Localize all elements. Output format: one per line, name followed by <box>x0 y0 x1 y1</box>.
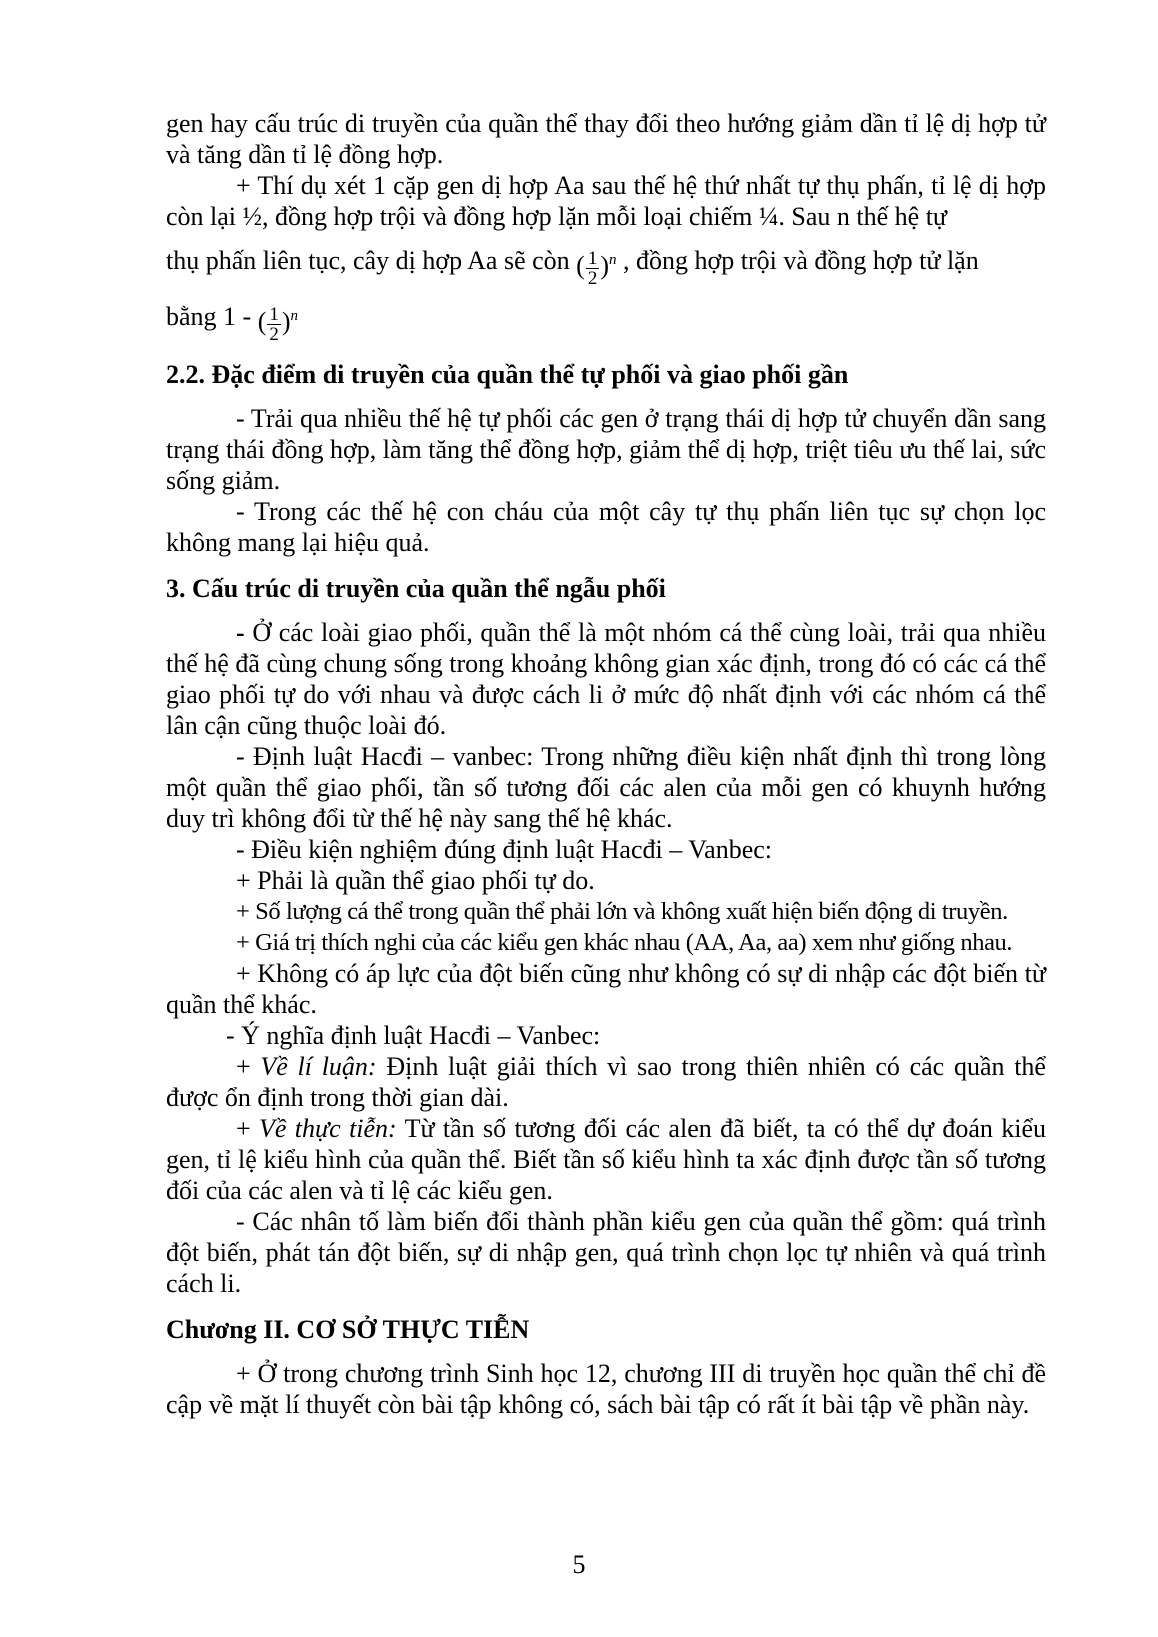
condition-item-2: + Số lượng cá thể trong quần thể phải lớn và không xuất hiện biến động di truyền. <box>236 898 1008 925</box>
section-2-2-paragraph-1: - Trải qua nhiều thế hệ tự phối các gen ở trạng thái dị hợp tử chuyển dần sang trạng thái đồng hợp, làm tăng thể đồng hợp, giảm thể dị hợp, triệt tiêu ưu thế lai, sức sống giảm. <box>166 404 1046 495</box>
example-formula-line-2 <box>166 288 1046 344</box>
page-number: 5 <box>572 1550 586 1579</box>
condition-item-4: + Không có áp lực của đột biến cũng như không có sự di nhập các đột biến từ quần thể khác. <box>166 959 1046 1019</box>
formula-close-paren: ) <box>281 307 291 336</box>
formula-exponent: n <box>290 308 299 324</box>
meaning-heading: - Ý nghĩa định luật Hacđi – Vanbec: <box>226 1021 601 1050</box>
hardy-weinberg-law-paragraph: - Định luật Hacđi – vanbec: Trong những điều kiện nhất định thì trong lòng một quần thể giao phối, tần số tương đối các alen của mỗi gen có khuynh hướng duy trì không đổi từ thế hệ này sang thế hệ khác. <box>166 742 1046 833</box>
meaning-practice-text: Từ tần số tương đối các alen đã biết, ta có thể dự đoán kiểu gen, tỉ lệ kiểu hình của quần thể. Biết tần số kiểu hình ta xác định được tần số tương đối của các alen và tỉ lệ các kiểu gen. <box>166 1114 1046 1205</box>
section-3-paragraph-1 <box>166 617 1046 741</box>
formula-open-paren: ( <box>576 251 585 280</box>
conditions-heading: - Điều kiện nghiệm đúng định luật Hacđi – Vanbec: <box>236 835 773 864</box>
example-formula-line <box>166 232 1046 288</box>
meaning-theory-text: Định luật giải thích vì sao trong thiên nhiên có các quần thể được ổn định trong thời gian dài. <box>166 1052 1046 1112</box>
section-3-heading: 3. Cấu trúc di truyền của quần thể ngẫu phối <box>166 574 666 603</box>
example-text-before-2: bằng 1 - <box>166 301 252 331</box>
formula-close-paren: ) <box>600 251 609 280</box>
intro-paragraph: gen hay cấu trúc di truyền của quần thể thay đổi theo hướng giảm dần tỉ lệ dị hợp tử và tăng dần tỉ lệ đồng hợp. <box>166 109 1046 169</box>
meaning-practice <box>166 1113 1046 1206</box>
fraction-one-half <box>267 305 281 344</box>
half-power-n-formula-2 <box>258 288 298 350</box>
section-2-2-heading: 2.2. Đặc điểm di truyền của quần thể tự phối và giao phối gần <box>166 360 849 389</box>
formula-open-paren: ( <box>257 307 267 336</box>
meaning-theory <box>166 1051 1046 1113</box>
meaning-practice-label: Về thực tiễn: <box>259 1114 397 1143</box>
example-text-after: , đồng hợp trội và đồng hợp tử lặn <box>623 245 979 275</box>
bold-dash: - <box>236 618 245 647</box>
example-text-before: thụ phấn liên tục, cây dị hợp Aa sẽ còn <box>166 245 570 275</box>
fraction-one-half <box>586 249 600 288</box>
formula-exponent: n <box>609 252 617 268</box>
section-2-2-paragraph-2: - Trong các thế hệ con cháu của một cây tự thụ phấn liên tục sự chọn lọc không mang lại hiệu quả. <box>166 497 1046 557</box>
fraction-numerator: 1 <box>587 247 598 269</box>
fraction-numerator: 1 <box>269 303 279 325</box>
meaning-practice-prefix: + <box>236 1114 260 1143</box>
fraction-denominator: 2 <box>587 267 598 289</box>
page-content <box>166 108 1046 1420</box>
meaning-theory-label: Về lí luận: <box>260 1052 377 1081</box>
chapter-2-heading: Chương II. CƠ SỞ THỰC TIỄN <box>166 1315 530 1344</box>
fraction-denominator: 2 <box>269 323 279 345</box>
condition-item-3: + Giá trị thích nghi của các kiểu gen khác nhau (AA, Aa, aa) xem như giống nhau. <box>236 929 1013 956</box>
section-3-paragraph-1-text: Ở các loài giao phối, quần thể là một nhóm cá thể cùng loài, trải qua nhiều thế hệ đã cùng chung sống trong khoảng không gian xác định, trong đó có các cá thể giao phối tự do với nhau và được cách li ở mức độ nhất định với các nhóm cá thể lân cận cũng thuộc loài đó. <box>166 618 1046 740</box>
example-paragraph: + Thí dụ xét 1 cặp gen dị hợp Aa sau thế hệ thứ nhất tự thụ phấn, tỉ lệ dị hợp còn lại ½, đồng hợp trội và đồng hợp lặn mỗi loại chiếm ¼. Sau n thế hệ tự <box>166 171 1046 231</box>
meaning-theory-prefix: + <box>236 1052 261 1081</box>
factors-paragraph: - Các nhân tố làm biến đổi thành phần kiểu gen của quần thể gồm: quá trình đột biến, phát tán đột biến, sự di nhập gen, quá trình chọn lọc tự nhiên và quá trình cách li. <box>166 1207 1046 1298</box>
condition-item-1: + Phải là quần thể giao phối tự do. <box>236 866 595 895</box>
chapter-2-paragraph: + Ở trong chương trình Sinh học 12, chương III di truyền học quần thể chỉ đề cập về mặt lí thuyết còn bài tập không có, sách bài tập có rất ít bài tập về phần này. <box>166 1359 1046 1419</box>
half-power-n-formula <box>576 232 616 294</box>
